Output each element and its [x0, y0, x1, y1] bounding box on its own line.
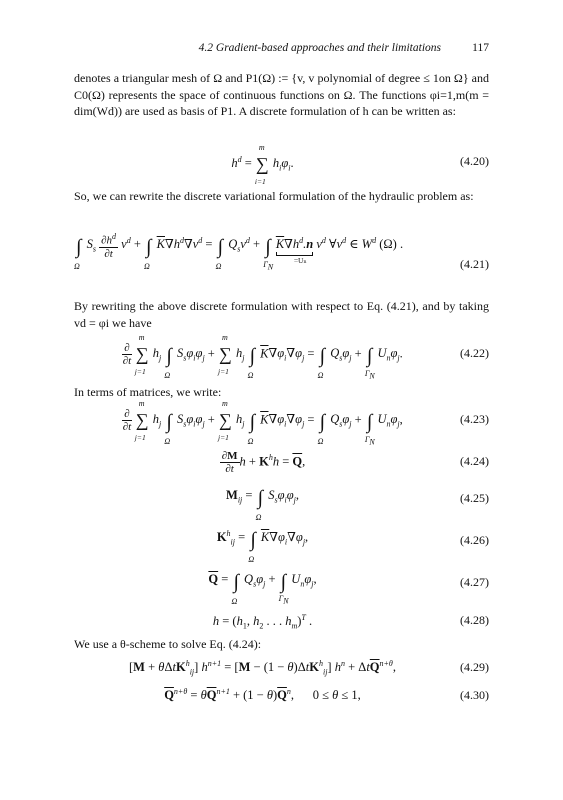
equation-4-21: ∫ Ω $S_s$ $\frac{\partial h^d}{\partial t}$ $v^d$ + ∫ Ω $\overline{K}\nabla h^d\nabla v^d$ = ∫ Ω $Q_sv^d$ + ∫ $\Gamma_N$ $\overline{K}\nabla h^d.n$ =Uₙ $v^d$ $\forall v^d$ ∈ $W^d$ (Ω) . (4.21)	[74, 232, 489, 272]
equation-number: (4.26)	[460, 533, 489, 547]
equation-4-30: $\overline{Q}^{n+\theta} = \theta\overline{Q}^{n+1} + (1 - \theta)\overline{Q}^n$, 0 ≤ θ ≤ 1, (4.30)	[164, 687, 489, 703]
paragraph-2: So, we can rewrite the discrete variational formulation of the hydraulic problem as:	[74, 189, 474, 203]
equation-number: (4.25)	[460, 491, 489, 505]
equation-4-23: $\frac{\partial}{\partial t}$ ∑ m j=1 $h_j$ ∫ Ω $S_s\varphi_i\varphi_j$ + ∑ m j=1 $h_j$ ∫ Ω $\overline{K}\nabla\varphi_i\nabla\varphi_j$ = ∫ Ω $Q_s\varphi_j$ + ∫ $\Gamma_N$ $U_n\varphi_j$, (4.23)	[122, 399, 489, 447]
equation-number: (4.21)	[460, 257, 489, 271]
paragraph-3: By rewriting the above discrete formulation with respect to Eq. (4.21), and by taking vd = φi we have	[74, 299, 489, 330]
running-header	[74, 42, 489, 56]
equation-4-26: $K^h_{ij}$ = ∫ Ω $\overline{K}\nabla\varphi_i\nabla\varphi_j$, (4.26)	[216, 529, 489, 565]
equation-4-28: $h = (h_1$, $h_2$ . . . $h_m)^T$ . (4.28)	[212, 613, 489, 631]
equation-number: (4.29)	[460, 660, 489, 674]
page-number: 117	[472, 42, 489, 54]
equation-number: (4.24)	[460, 454, 489, 468]
equation-4-25: $M_{ij}$ = ∫ Ω $S_s\varphi_i\varphi_j$, (4.25)	[226, 487, 489, 522]
paragraph-4: In terms of matrices, we write:	[74, 385, 222, 399]
equation-4-29: [M + θΔtK$^h_{ij}$] $h^{n+1} = [M - (1 - \theta)\Delta tK^h_{ij}] h^n + \Delta t\overline{Q}^{n+\theta}$, (4.29)	[129, 659, 489, 677]
underbrace-label: =Uₙ	[293, 256, 307, 266]
paragraph-1: denotes a triangular mesh of Ω and P1(Ω) := {v, v polynomial of degree ≤ 1on Ω} and C0(Ω) represents the space of continuous functions on Ω. The functions φi=1,m(m = dim(Wd)) are used as basis of P1. A discrete formulation of h can be written as:	[74, 71, 489, 118]
running-header-section: 4.2 Gradient-based approaches and their limitations	[198, 42, 441, 54]
equation-number: (4.27)	[460, 575, 489, 589]
paragraph-5: We use a θ-scheme to solve Eq. (4.24):	[74, 637, 262, 651]
equation-4-27: $\overline{Q}$ = ∫ Ω $Q_s\varphi_j$ + ∫ $\Gamma_N$ $U_n\varphi_j$, (4.27)	[208, 571, 489, 606]
equation-number: (4.28)	[460, 613, 489, 627]
equation-4-24: $\frac{\partial M}{\partial t}$ $h + K^hh = \overline{Q}$, (4.24)	[221, 450, 489, 475]
equation-number: (4.23)	[460, 412, 489, 426]
equation-4-22: $\frac{\partial}{\partial t}$ ∑ m j=1 $h_j$ ∫ Ω $S_s\varphi_i\varphi_j$ + ∑ m j=1 $h_j$ ∫ Ω $\overline{K}\nabla\varphi_i\nabla\varphi_j$ = ∫ Ω $Q_s\varphi_j$ + ∫ $\Gamma_N$ $U_n\varphi_j$. (4.22)	[122, 333, 489, 381]
equation-number: (4.30)	[460, 688, 489, 702]
equation-4-20: $h^d$ = ∑ m i=1 $h_i\varphi_i$. (4.20)	[231, 143, 489, 186]
equation-number: (4.20)	[460, 154, 489, 168]
equation-number: (4.22)	[460, 346, 489, 360]
